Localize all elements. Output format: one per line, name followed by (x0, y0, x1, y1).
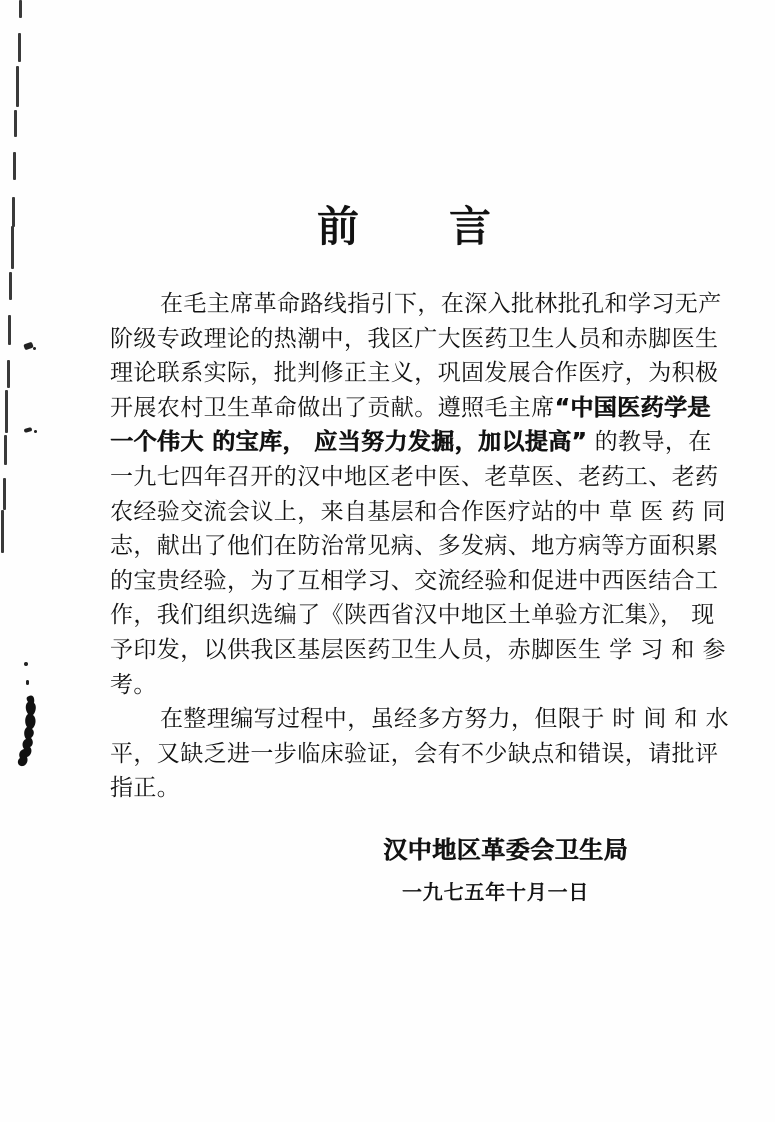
page-title: 前 言 (316, 202, 493, 251)
body-line (110, 322, 719, 357)
text-run: 开展农村卫生革命做出了贡献。遵照毛主席 (110, 394, 555, 421)
text-run: 的教导，在 (586, 429, 712, 456)
body-line (110, 598, 714, 633)
body-line (110, 356, 719, 391)
text-run: 志，献出了他们在防治常见病、多发病、地方病等方面积累 (110, 533, 719, 560)
body-line (110, 564, 719, 599)
body-line (110, 633, 726, 668)
body-line (110, 771, 714, 806)
text-run: 在整理编写过程中，虽经多方努力，但限于 时 间 和 水 (160, 706, 730, 733)
body-line (110, 287, 722, 322)
signature-organization: 汉中地区革委会卫生局 (383, 836, 628, 864)
text-run: 作，我们组织选编了《陕西省汉中地区土单验方汇集》， 现 (110, 602, 715, 629)
text-run: 考。 (110, 671, 157, 698)
text-run: 在毛主席革命路线指引下，在深入批林批孔和学习无产 (160, 291, 722, 317)
body-line (110, 668, 714, 703)
text-run: 理论联系实际，批判修正主义，巩固发展合作医疗，为积极 (110, 360, 719, 387)
text-run: 予印发，以供我区基层医药卫生人员，赤脚医生 学 习 和 参 (110, 636, 726, 663)
body-line (110, 495, 726, 530)
text-run: 的宝贵经验，为了互相学习、交流经验和促进中西医结合工 (110, 567, 719, 594)
text-run: 指正。 (110, 775, 181, 802)
text-run: 农经验交流会议上，来自基层和合作医疗站的中 草 医 药 同 (110, 498, 726, 525)
preface-body (110, 287, 730, 806)
ink-blot (16, 694, 42, 770)
body-line (110, 702, 730, 737)
body-line (110, 391, 714, 426)
body-line (110, 425, 714, 460)
text-run: 阶级专政理论的热潮中，我区广大医药卫生人员和赤脚医生 (110, 325, 719, 352)
text-run: 一个伟大 的宝库， 应当努力发掘，加以提高” (110, 429, 587, 456)
body-line (110, 460, 719, 495)
body-line (110, 737, 719, 772)
body-line (110, 529, 719, 564)
text-run: “中国医药学是 (554, 394, 711, 421)
text-run: 一九七四年召开的汉中地区老中医、老草医、老药工、老药 (110, 463, 719, 490)
signature-date: 一九七五年十月一日 (402, 880, 590, 904)
text-run: 平，又缺乏进一步临床验证，会有不少缺点和错误，请批评 (110, 740, 719, 767)
